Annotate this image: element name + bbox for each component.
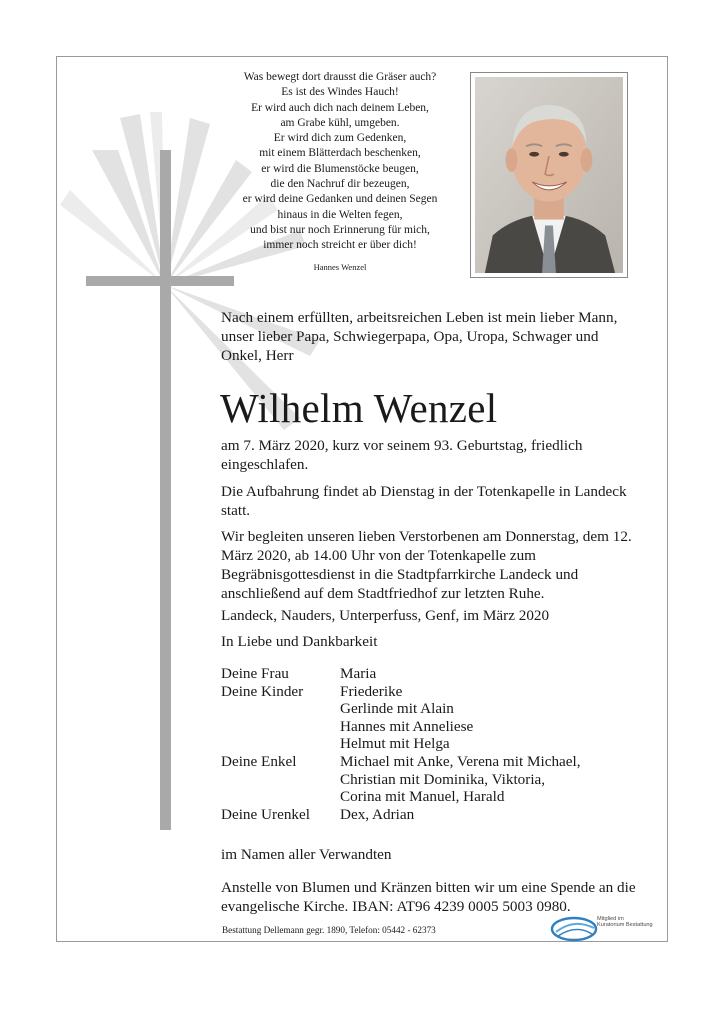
family-row (221, 665, 621, 683)
family-member: Helmut mit Helga (340, 735, 450, 753)
logo-caption (597, 916, 657, 929)
viewing-text: Die Aufbahrung findet ab Dienstag in der Totenkapelle in Landeck statt. (221, 483, 627, 519)
in-love-text: In Liebe und Dankbarkeit (221, 633, 378, 650)
poem-line: am Grabe kühl, umgeben. (280, 116, 400, 129)
logo-line-2: Kuratorium Bestattung (597, 922, 653, 929)
funeral-text: Wir begleiten unseren lieben Verstorbenen am Donnerstag, dem 12. März 2020, ab 14.00 Uhr von der Totenkapelle zum Begräbnisgottesdienst in die Stadtpfarrkirche Landeck und anschließend auf dem Stadtfriedhof zur letzten Ruhe. (221, 528, 632, 602)
poem-line: Was bewegt dort drausst die Gräser auch? (243, 71, 437, 83)
poem-line: hinaus in die Welten fegen, (277, 208, 403, 221)
funeral-home-footer: Bestattung Dellemann gegr. 1890, Telefon: 05442 - 62373 (222, 925, 436, 935)
poem-line: Es ist des Windes Hauch! (281, 86, 399, 99)
family-member: Gerlinde mit Alain (340, 700, 454, 718)
family-relation: Deine Kinder (221, 682, 304, 700)
poem-line: Er wird auch dich nach deinem Leben, (251, 101, 429, 114)
passing-text: am 7. März 2020, kurz vor seinem 93. Geburtstag, friedlich eingeschlafen. (221, 437, 583, 473)
family-relation: Deine Frau (221, 665, 289, 682)
family-member: Dex, Adrian (340, 805, 415, 823)
family-list (221, 665, 621, 823)
family-member: Hannes mit Anneliese (340, 717, 474, 735)
family-member: Maria (340, 665, 377, 682)
poem-line: er wird die Blumenstöcke beugen, (261, 162, 419, 175)
poem-line: mit einem Blätterdach beschenken, (259, 147, 421, 160)
family-member: Michael mit Anke, Verena mit Michael, (340, 752, 581, 770)
family-row (221, 753, 621, 806)
poem-line: und bist nur noch Erinnerung für mich, (250, 223, 430, 236)
places-date: Landeck, Nauders, Unterperfuss, Genf, im März 2020 (221, 607, 550, 624)
family-row (221, 683, 621, 753)
family-member: Christian mit Dominika, Viktoria, (340, 770, 546, 788)
poem-line: Er wird dich zum Gedenken, (273, 132, 407, 145)
deceased-name: Wilhelm Wenzel (220, 385, 498, 431)
logo-line-1: Mitglied im (597, 916, 624, 922)
poem (220, 70, 460, 275)
family-member: Corina mit Manuel, Harald (340, 788, 505, 806)
family-relation: Deine Urenkel (221, 805, 310, 823)
poem-line: immer noch streicht er über dich! (263, 239, 417, 252)
intro-text: Nach einem erfüllten, arbeitsreichen Leben ist mein lieber Mann, unser lieber Papa, Schwiegerpapa, Opa, Uropa, Schwager und Onkel, Herr (221, 309, 618, 364)
poem-author: Hannes Wenzel (313, 261, 367, 272)
donation-text: Anstelle von Blumen und Kränzen bitten wir um eine Spende an die evangelische Kirche. IBAN: AT96 4239 0005 5003 0980. (221, 879, 636, 915)
closing-text: im Namen aller Verwandten (221, 846, 392, 863)
poem-line: die den Nachruf dir bezeugen, (270, 178, 410, 191)
family-member: Friederike (340, 682, 403, 700)
family-row (221, 806, 621, 824)
family-relation: Deine Enkel (221, 752, 297, 770)
poem-line: er wird deine Gedanken und deinen Segen (242, 193, 438, 206)
portrait-photo (470, 72, 628, 278)
